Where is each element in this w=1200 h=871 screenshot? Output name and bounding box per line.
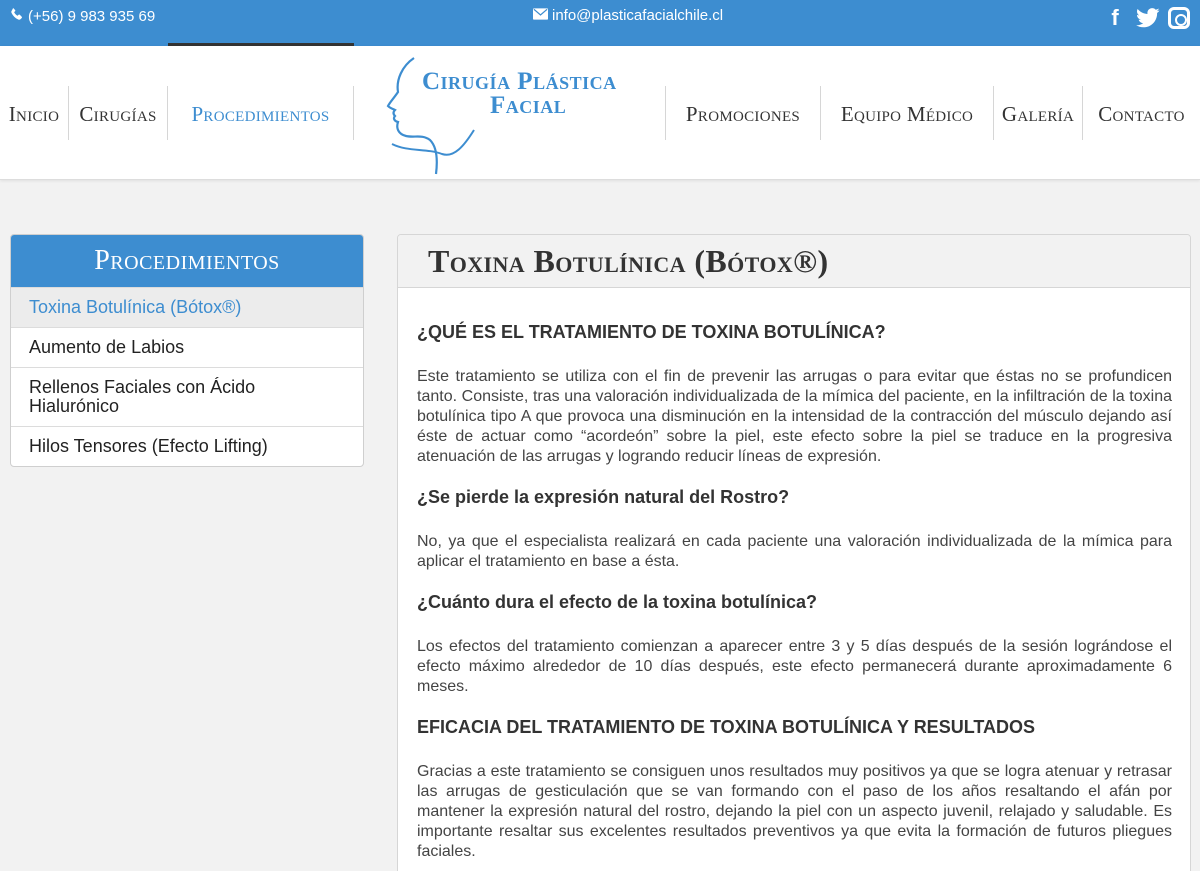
section-heading: EFICACIA DEL TRATAMIENTO DE TOXINA BOTULÍNICA Y RESULTADOS: [417, 717, 1036, 737]
sidebar-item-toxina-botulinica[interactable]: Toxina Botulínica (Bótox®): [11, 287, 363, 327]
nav-item-cirugias[interactable]: Cirugías: [79, 101, 157, 126]
page-title: Toxina Botulínica (Bótox®): [428, 242, 829, 279]
email-address: info@plasticafacialchile.cl: [552, 7, 724, 24]
section-heading: ¿Se pierde la expresión natural del Rostro?: [417, 487, 790, 507]
phone-number: (+56) 9 983 935 69: [28, 7, 156, 25]
main-header: [0, 46, 1200, 180]
logo-text-line2: Facial: [490, 92, 567, 119]
sidebar-title: Procedimientos: [11, 235, 363, 287]
facebook-icon[interactable]: f: [1111, 5, 1119, 30]
nav-separator: [353, 86, 354, 140]
site-logo[interactable]: [380, 50, 650, 178]
instagram-icon[interactable]: [1168, 7, 1190, 29]
section-paragraph: Este tratamiento se utiliza con el fin de prevenir las arrugas o para evitar que éstas no se profundicen tanto. Consiste, tras una valoración individualizada de la mímica del paciente, en la infiltración de la toxina botulínica tipo A que provoca una disminución en la intensidad de la contracción del músculo dejando así éste de actuar como “acordeón” sobre la piel, este efecto sobre la piel se traduce en la progresiva atenuación de las arrugas y logrando reducir líneas de expresión.: [417, 368, 1172, 465]
nav-item-galeria[interactable]: Galería: [1001, 101, 1075, 126]
section-heading: ¿QUÉ ES EL TRATAMIENTO DE TOXINA BOTULÍNICA?: [417, 322, 886, 342]
sidebar-item-aumento-labios[interactable]: Aumento de Labios: [11, 327, 363, 367]
top-contact-bar: [0, 0, 1200, 46]
sidebar-item-hilos-tensores[interactable]: Hilos Tensores (Efecto Lifting): [11, 426, 363, 466]
phone-icon: [10, 7, 24, 25]
phone-contact[interactable]: [10, 7, 155, 25]
twitter-icon[interactable]: [1136, 7, 1158, 29]
nav-item-inicio[interactable]: Inicio: [8, 101, 60, 126]
article-body: [398, 288, 1190, 862]
nav-item-equipo-medico[interactable]: Equipo Médico: [840, 101, 974, 126]
section-paragraph: No, ya que el especialista realizará en cada paciente una valoración individualizada de la mímica para aplicar el tratamiento en base a ésta.: [417, 533, 1172, 570]
nav-item-promociones[interactable]: Promociones: [685, 101, 801, 126]
section-paragraph: Los efectos del tratamiento comienzan a aparecer entre 3 y 5 días después de la sesión lográndose el efecto máximo alrededor de 10 días después, este efecto permanecerá durante aproximadamente 6 meses.: [417, 638, 1172, 695]
section-heading: ¿Cuánto dura el efecto de la toxina botulínica?: [417, 592, 818, 612]
social-links: [1104, 7, 1190, 29]
email-contact[interactable]: [533, 7, 723, 24]
nav-item-contacto[interactable]: Contacto: [1098, 101, 1185, 126]
section-paragraph: Gracias a este tratamiento se consiguen unos resultados muy positivos ya que se logra atenuar y retrasar las arrugas de gesticulación que se van formando con el paso de los años resaltando el afán por mantener la expresión natural del rostro, dejando la piel con un aspecto juvenil, relajado y saludable. Es importante resaltar sus excelentes resultados preventivos ya que evita la formación de futuros pliegues faciales.: [417, 763, 1172, 860]
sidebar-item-rellenos-faciales[interactable]: Rellenos Faciales con Ácido Hialurónico: [11, 367, 363, 426]
logo-text-line1: Cirugía Plástica: [422, 68, 617, 95]
nav-item-procedimientos[interactable]: Procedimientos: [191, 101, 330, 126]
article-header: [398, 235, 1190, 288]
envelope-icon: [533, 7, 548, 24]
article-panel: [397, 234, 1191, 871]
procedures-sidebar: [10, 234, 364, 467]
